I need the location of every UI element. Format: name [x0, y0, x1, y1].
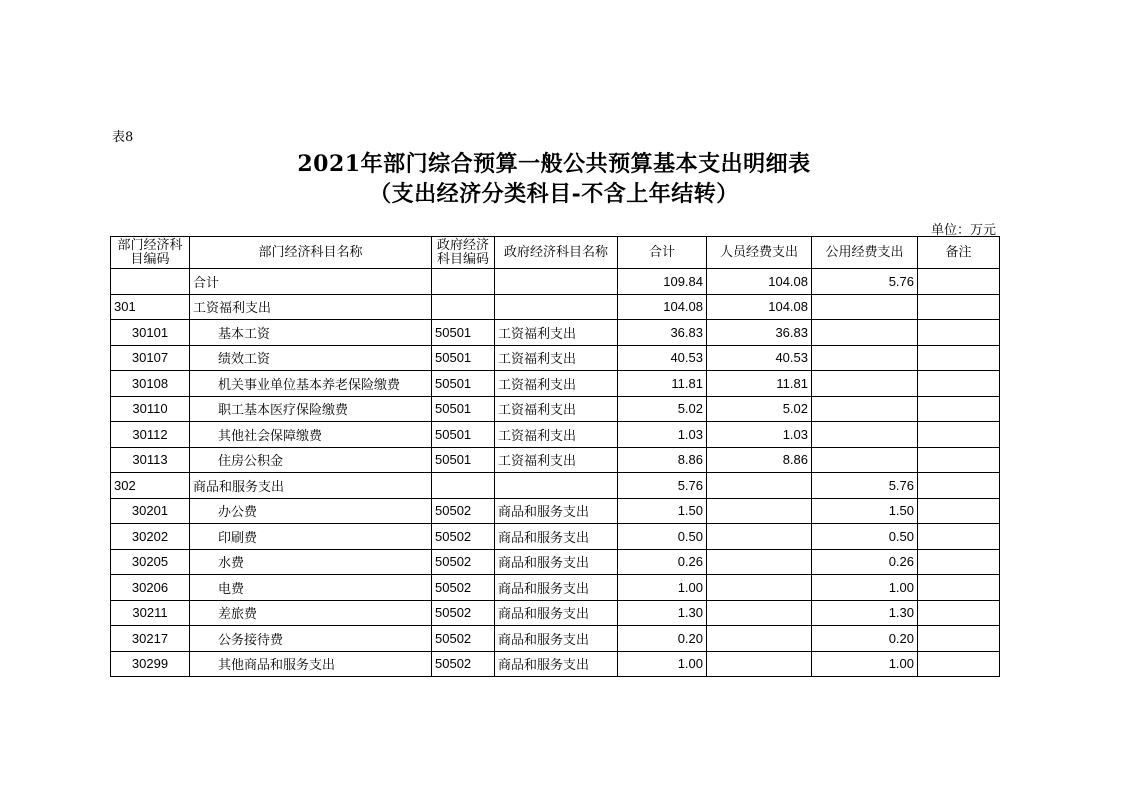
header-dept-code: 部门经济科目编码: [111, 237, 190, 269]
table-row: [111, 600, 1000, 626]
gov-code-cell: 50502: [432, 498, 495, 524]
gov-code-cell: [432, 269, 495, 295]
gov-code-cell: 50501: [432, 345, 495, 371]
note-cell: [918, 447, 1000, 473]
dept-code-cell: 30206: [111, 575, 190, 601]
note-cell: [918, 575, 1000, 601]
gov-name-cell: 商品和服务支出: [495, 575, 618, 601]
personnel-cell: 5.02: [707, 396, 812, 422]
total-cell: 1.50: [618, 498, 707, 524]
header-public: 公用经费支出: [812, 237, 918, 269]
dept-name-cell: 绩效工资: [190, 345, 432, 371]
total-cell: 1.03: [618, 422, 707, 448]
gov-name-cell: 工资福利支出: [495, 371, 618, 397]
note-cell: [918, 651, 1000, 677]
public-cell: [812, 447, 918, 473]
personnel-cell: [707, 626, 812, 652]
gov-code-cell: 50501: [432, 396, 495, 422]
public-cell: [812, 294, 918, 320]
table-row: [111, 345, 1000, 371]
gov-name-cell: 工资福利支出: [495, 422, 618, 448]
page-title: 2021年部门综合预算一般公共预算基本支出明细表: [297, 151, 811, 177]
gov-code-cell: 50502: [432, 651, 495, 677]
header-total: 合计: [618, 237, 707, 269]
note-cell: [918, 345, 1000, 371]
dept-code-cell: 30108: [111, 371, 190, 397]
total-cell: 36.83: [618, 320, 707, 346]
gov-code-cell: 50502: [432, 524, 495, 550]
table-row: [111, 422, 1000, 448]
total-cell: 109.84: [618, 269, 707, 295]
total-cell: 0.26: [618, 549, 707, 575]
dept-name-cell: 职工基本医疗保险缴费: [190, 396, 432, 422]
gov-code-cell: [432, 294, 495, 320]
personnel-cell: [707, 498, 812, 524]
personnel-cell: 104.08: [707, 269, 812, 295]
total-cell: 0.20: [618, 626, 707, 652]
table-row: [111, 447, 1000, 473]
dept-name-cell: 差旅费: [190, 600, 432, 626]
public-cell: [812, 371, 918, 397]
unit-label: 单位：万元: [930, 223, 996, 238]
note-cell: [918, 473, 1000, 499]
gov-code-cell: 50502: [432, 626, 495, 652]
dept-code-cell: 30205: [111, 549, 190, 575]
personnel-cell: 40.53: [707, 345, 812, 371]
total-cell: 8.86: [618, 447, 707, 473]
public-cell: 0.26: [812, 549, 918, 575]
note-cell: [918, 600, 1000, 626]
note-cell: [918, 524, 1000, 550]
gov-code-cell: 50502: [432, 549, 495, 575]
dept-code-cell: 30202: [111, 524, 190, 550]
dept-name-cell: 机关事业单位基本养老保险缴费: [190, 371, 432, 397]
dept-name-cell: 其他社会保障缴费: [190, 422, 432, 448]
header-note: 备注: [918, 237, 1000, 269]
gov-name-cell: 工资福利支出: [495, 345, 618, 371]
gov-name-cell: 商品和服务支出: [495, 626, 618, 652]
dept-name-cell: 基本工资: [190, 320, 432, 346]
public-cell: [812, 396, 918, 422]
note-cell: [918, 396, 1000, 422]
note-cell: [918, 294, 1000, 320]
table-row: [111, 549, 1000, 575]
public-cell: [812, 422, 918, 448]
public-cell: 1.50: [812, 498, 918, 524]
personnel-cell: [707, 651, 812, 677]
total-cell: 5.02: [618, 396, 707, 422]
gov-code-cell: 50501: [432, 447, 495, 473]
table-row: [111, 575, 1000, 601]
header-gov-code: 政府经济科目编码: [432, 237, 495, 269]
note-cell: [918, 371, 1000, 397]
gov-code-cell: 50502: [432, 575, 495, 601]
note-cell: [918, 549, 1000, 575]
header-gov-name: 政府经济科目名称: [495, 237, 618, 269]
table-row: [111, 294, 1000, 320]
header-personnel: 人员经费支出: [707, 237, 812, 269]
personnel-cell: [707, 600, 812, 626]
total-cell: 11.81: [618, 371, 707, 397]
dept-code-cell: 30110: [111, 396, 190, 422]
public-cell: 1.30: [812, 600, 918, 626]
dept-code-cell: 30112: [111, 422, 190, 448]
dept-code-cell: 30107: [111, 345, 190, 371]
personnel-cell: 8.86: [707, 447, 812, 473]
dept-name-cell: 住房公积金: [190, 447, 432, 473]
note-cell: [918, 269, 1000, 295]
note-cell: [918, 320, 1000, 346]
note-cell: [918, 626, 1000, 652]
dept-name-cell: 合计: [190, 269, 432, 295]
table-row: [111, 498, 1000, 524]
note-cell: [918, 498, 1000, 524]
personnel-cell: [707, 473, 812, 499]
gov-code-cell: 50501: [432, 320, 495, 346]
personnel-cell: [707, 575, 812, 601]
gov-name-cell: 商品和服务支出: [495, 600, 618, 626]
public-cell: 5.76: [812, 269, 918, 295]
gov-code-cell: [432, 473, 495, 499]
total-cell: 1.00: [618, 651, 707, 677]
dept-code-cell: 30217: [111, 626, 190, 652]
dept-name-cell: 印刷费: [190, 524, 432, 550]
total-cell: 5.76: [618, 473, 707, 499]
total-cell: 104.08: [618, 294, 707, 320]
gov-name-cell: 商品和服务支出: [495, 498, 618, 524]
dept-name-cell: 工资福利支出: [190, 294, 432, 320]
table-row: [111, 396, 1000, 422]
dept-code-cell: 30211: [111, 600, 190, 626]
gov-name-cell: 工资福利支出: [495, 320, 618, 346]
dept-name-cell: 水费: [190, 549, 432, 575]
gov-name-cell: 工资福利支出: [495, 396, 618, 422]
total-cell: 1.30: [618, 600, 707, 626]
table-row: [111, 371, 1000, 397]
gov-name-cell: [495, 269, 618, 295]
personnel-cell: [707, 549, 812, 575]
gov-name-cell: [495, 294, 618, 320]
dept-name-cell: 公务接待费: [190, 626, 432, 652]
gov-code-cell: 50502: [432, 600, 495, 626]
gov-name-cell: 商品和服务支出: [495, 651, 618, 677]
header-dept-name: 部门经济科目名称: [190, 237, 432, 269]
table-number-label: 表8: [112, 130, 134, 145]
total-cell: 1.00: [618, 575, 707, 601]
public-cell: 0.50: [812, 524, 918, 550]
dept-name-cell: 办公费: [190, 498, 432, 524]
personnel-cell: 1.03: [707, 422, 812, 448]
public-cell: 0.20: [812, 626, 918, 652]
dept-code-cell: 30101: [111, 320, 190, 346]
personnel-cell: 11.81: [707, 371, 812, 397]
personnel-cell: 104.08: [707, 294, 812, 320]
budget-detail-table: [110, 236, 1000, 677]
table-row: [111, 320, 1000, 346]
table-header-row: [111, 237, 1000, 269]
public-cell: 1.00: [812, 575, 918, 601]
dept-code-cell: 302: [111, 473, 190, 499]
table-row: [111, 626, 1000, 652]
dept-name-cell: 电费: [190, 575, 432, 601]
gov-name-cell: [495, 473, 618, 499]
public-cell: [812, 320, 918, 346]
table-row: [111, 651, 1000, 677]
dept-name-cell: 商品和服务支出: [190, 473, 432, 499]
personnel-cell: 36.83: [707, 320, 812, 346]
table-row: [111, 269, 1000, 295]
total-cell: 40.53: [618, 345, 707, 371]
public-cell: [812, 345, 918, 371]
total-cell: 0.50: [618, 524, 707, 550]
dept-code-cell: [111, 269, 190, 295]
gov-name-cell: 工资福利支出: [495, 447, 618, 473]
dept-code-cell: 30299: [111, 651, 190, 677]
gov-code-cell: 50501: [432, 371, 495, 397]
public-cell: 1.00: [812, 651, 918, 677]
dept-name-cell: 其他商品和服务支出: [190, 651, 432, 677]
dept-code-cell: 30113: [111, 447, 190, 473]
table-row: [111, 524, 1000, 550]
note-cell: [918, 422, 1000, 448]
gov-name-cell: 商品和服务支出: [495, 549, 618, 575]
gov-code-cell: 50501: [432, 422, 495, 448]
gov-name-cell: 商品和服务支出: [495, 524, 618, 550]
personnel-cell: [707, 524, 812, 550]
page-subtitle: （支出经济分类科目-不含上年结转）: [369, 181, 739, 207]
table-row: [111, 473, 1000, 499]
public-cell: 5.76: [812, 473, 918, 499]
dept-code-cell: 301: [111, 294, 190, 320]
dept-code-cell: 30201: [111, 498, 190, 524]
